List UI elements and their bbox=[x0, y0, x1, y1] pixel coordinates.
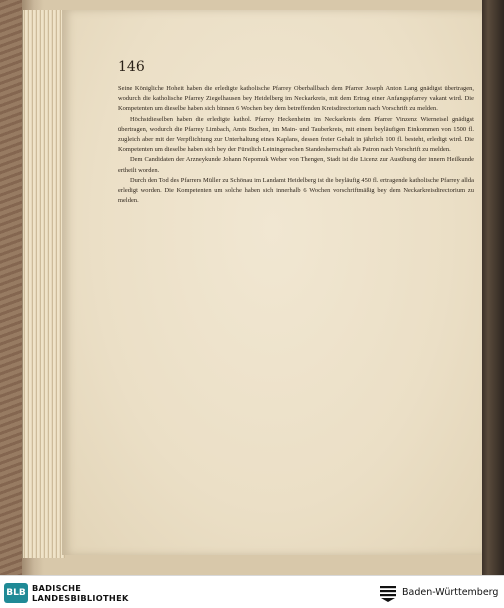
right-shadow-edge bbox=[482, 0, 504, 575]
paragraph-4: Durch den Tod des Pfarrers Müller zu Schönau im Landamt Heidelberg ist die beyläufig 450 fl. ertragende katholische Pfarrey allda erledigt worden. Die Kompetenten um solche haben sich innerhalb 6 Wochen vorschriftmäßig bey dem Neckarkreisdirectorium zu melden. bbox=[118, 176, 475, 205]
page-number: 146 bbox=[118, 59, 145, 75]
book-page bbox=[62, 10, 482, 555]
page-text bbox=[118, 84, 474, 206]
blb-logo-icon[interactable]: BLB bbox=[4, 583, 28, 603]
paragraph-3: Dem Candidaten der Arzneykunde Johann Nepomuk Weber von Thengen, Stadt ist die Licenz zur Ausübung der innern Heilkunde ertheilt worden. bbox=[118, 156, 474, 174]
paragraph-1: Seine Königliche Hoheit haben die erledigte katholische Pfarrey Oberballbach dem Pfarrer Joseph Anton Lang gnädigst übertragen, wodurch die katholische Pfarrey Ziegelhausen bey Heidelberg im Neckarkreis, mit dem Ertrag einer Anfangspfarrey vakant wird. Die Kompetenten um dieselbe haben sich binnen 6 Wochen bey dem betreffenden Kreisdirectorium nach Vorschrift zu melden. bbox=[118, 85, 474, 113]
page-stack-edges bbox=[22, 10, 65, 558]
library-name-line2: LANDESBIBLIOTHEK bbox=[32, 593, 129, 603]
state-name[interactable]: Baden-Württemberg bbox=[402, 587, 499, 598]
library-name-line1: BADISCHE bbox=[32, 583, 82, 593]
marbled-cover-edge bbox=[0, 0, 22, 575]
paragraph-2: Höchstdieselben haben die erledigte kathol. Pfarrey Heckenheim im Neckarkreis dem Pfarrer Vinzenz Wierneisel gnädigst übertragen, wodurch die Pfarrey Limbach, Amts Buchen, im Main- und Tauberkreis, mit einem beyläufigen Einkommen von 1500 fl. zugleich aber mit der Verpflichtung zur Unterhaltung eines Kaplans, dessen freier Gehalt in jährlich 100 fl. besteht, erledigt wird. Die Kompetenten um dieselbe haben sich bey der Fürstlich Leiningenschen Standesherrschaft als Patron nach Vorschrift zu melden. bbox=[118, 115, 474, 154]
state-coat-of-arms-icon bbox=[378, 583, 398, 603]
footer-bar bbox=[0, 575, 504, 608]
library-name[interactable] bbox=[32, 583, 129, 603]
